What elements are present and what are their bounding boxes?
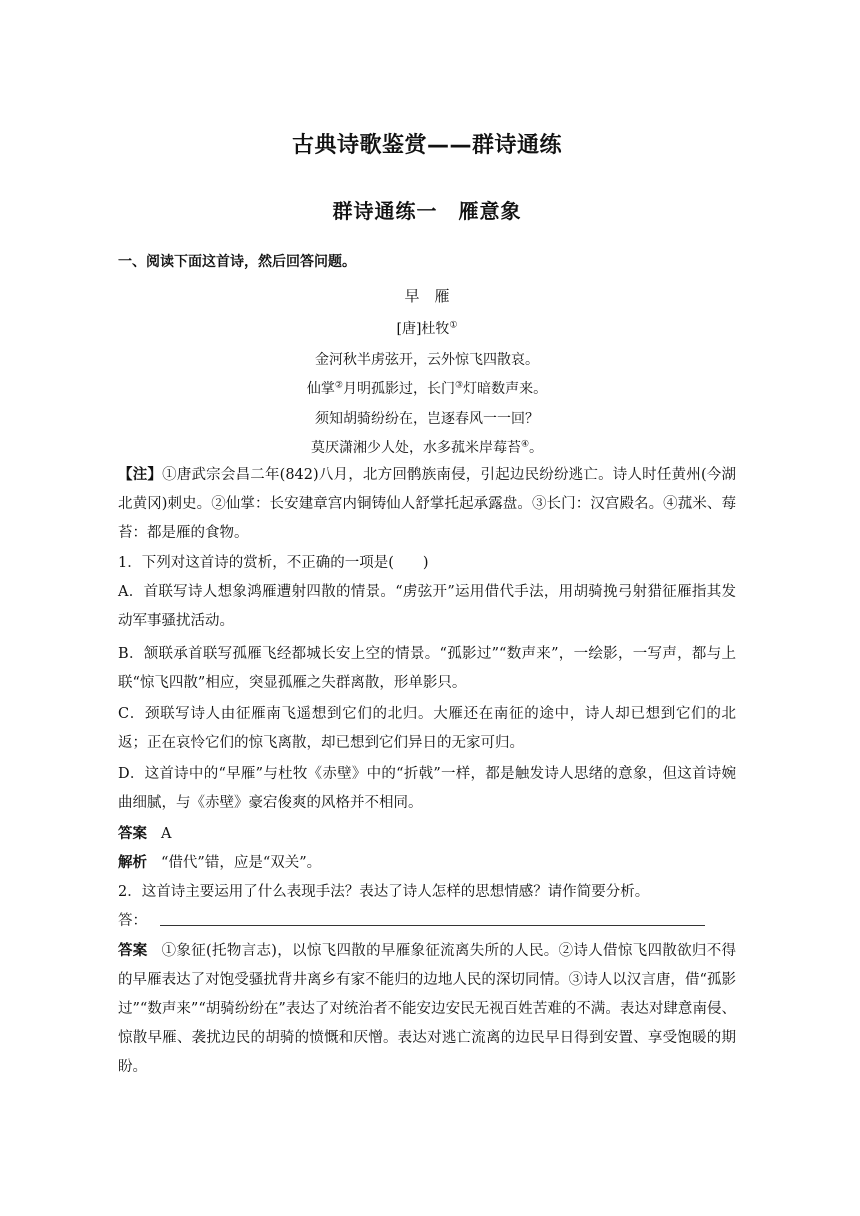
- poem-line-2: [118, 378, 736, 398]
- poem-line-2-sup-b: ③: [455, 380, 464, 391]
- q1-answer-label: 答案: [118, 826, 147, 842]
- poem-line-4: [118, 437, 736, 457]
- q1-analysis-label: 解析: [118, 855, 147, 871]
- q1-answer-value: A: [161, 826, 172, 842]
- poem-line-4-sup: ④: [520, 439, 530, 450]
- q2-answer-line: [160, 925, 705, 926]
- q2-answer-text: ①象征(托物言志)，以惊飞四散的早雁象征流离失所的人民。②诗人借惊飞四散欲归不得的早雁表达了对饱受骚扰背井离乡有家不能归的边地人民的深切同情。③诗人以汉言唐，借“孤影过”“数声来”“胡骑纷纷在”表达了对统治者不能安边安民无视百姓苦难的不满。表达对肆意南侵、惊散早雁、袭扰边民的胡骑的愤慨和厌憎。表达对逃亡流离的边民早日得到安置、享受饱暖的期盼。: [118, 943, 737, 1075]
- note-text: ①唐武宗会昌二年(842)八月，北方回鹘族南侵，引起边民纷纷逃亡。诗人时任黄州(今湖北黄冈)刺史。②仙掌：长安建章宫内铜铸仙人舒掌托起承露盘。③长门：汉宫殿名。④菰米、莓苔：都是雁的食物。: [118, 467, 736, 541]
- q1-stem: 1．下列对这首诗的赏析，不正确的一项是( ): [118, 555, 429, 571]
- poem-author-text: [唐]杜牧: [396, 321, 450, 337]
- section-heading: 一、阅读下面这首诗，然后回答问题。: [118, 254, 356, 270]
- poem-title: 早 雁: [404, 287, 450, 305]
- poem-line-2-text-c: 灯暗数声来。: [463, 381, 548, 397]
- poem-line-2-sup-a: ②: [334, 380, 343, 391]
- q1-analysis: [118, 849, 736, 878]
- q2-answer: [118, 937, 736, 1082]
- page-subtitle: 群诗通练一 雁意象: [332, 199, 522, 223]
- poem-author-note: ①: [449, 320, 458, 331]
- poem-author: [118, 318, 736, 338]
- poem-line-4-text: 莫厌潇湘少人处，水多菰米岸莓苔: [310, 440, 521, 456]
- note-label: 【注】: [118, 467, 163, 483]
- q2-answer-label: 答案: [118, 943, 148, 959]
- page-title: 古典诗歌鉴赏——群诗通练: [291, 133, 562, 158]
- q2-stem: 2．这首诗主要运用了什么表现手法？表达了诗人怎样的思想情感？请作简要分析。: [118, 884, 650, 900]
- q1-analysis-text: “借代”错，应是“双关”。: [161, 855, 322, 871]
- q1-option-c: C．颈联写诗人由征雁南飞遥想到它们的北归。大雁还在南征的途中，诗人却已想到它们的北返；正在哀怜它们的惊飞离散，却已想到它们异日的无家可归。: [118, 706, 736, 751]
- q1-option-a: A．首联写诗人想象鸿雁遭射四散的情景。“虏弦开”运用借代手法，用胡骑挽弓射猎征雁指其发动军事骚扰活动。: [118, 584, 736, 629]
- poem-line-3-text: 须知胡骑纷纷在，岂逐春风一一回？: [315, 411, 539, 427]
- poem-line-1: [118, 349, 736, 369]
- q2-answer-prompt: 答：: [118, 913, 147, 929]
- q1-answer: [118, 820, 736, 849]
- poem-line-1-text: 金河秋半虏弦开，云外惊飞四散哀。: [315, 352, 539, 368]
- q1-option-b: B．颔联承首联写孤雁飞经都城长安上空的情景。“孤影过”“数声来”，一绘影，一写声，都与上联“惊飞四散”相应，突显孤雁之失群离散，形单影只。: [118, 646, 736, 691]
- poem-line-2-text-a: 仙掌: [306, 381, 335, 397]
- q1-option-d: D．这首诗中的“早雁”与杜牧《赤壁》中的“折戟”一样，都是触发诗人思绪的意象，但这首诗婉曲细腻，与《赤壁》豪宕俊爽的风格并不相同。: [118, 766, 736, 811]
- poem-line-2-text-b: 月明孤影过，长门: [343, 381, 455, 397]
- poem-note: [118, 461, 736, 548]
- poem-line-4-end: 。: [529, 440, 544, 456]
- poem-line-3: [118, 408, 736, 428]
